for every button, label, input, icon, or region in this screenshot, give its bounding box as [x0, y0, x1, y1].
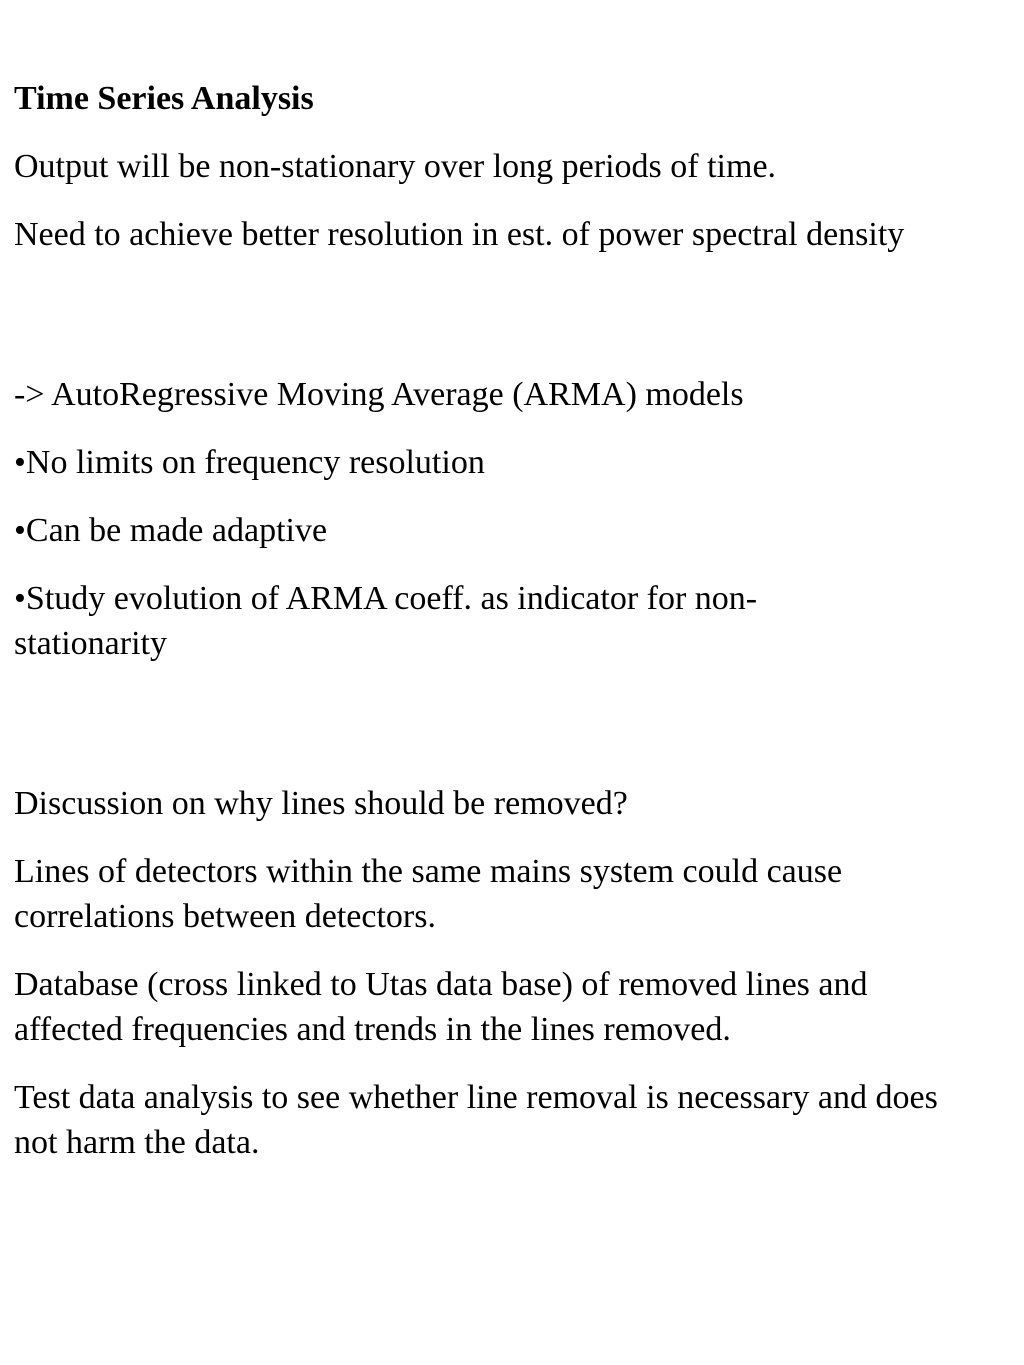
discussion-question: Discussion on why lines should be removed?: [14, 785, 628, 822]
discussion-line-3: Database (cross linked to Utas data base) of removed lines and affected frequencies and trends in the lines removed.: [14, 966, 868, 1048]
arma-bullet-1: •No limits on frequency resolution: [14, 444, 485, 481]
slide-content: [14, 78, 1014, 1188]
intro-line-1: Output will be non-stationary over long periods of time.: [14, 148, 777, 185]
intro-section: [14, 144, 1014, 257]
section-spacer-1: [14, 280, 1014, 372]
arma-bullet-2: •Can be made adaptive: [14, 512, 328, 549]
arma-heading: -> AutoRegressive Moving Average (ARMA) models: [14, 376, 744, 413]
arma-section: [14, 372, 1014, 666]
slide-title: Time Series Analysis: [14, 80, 314, 117]
arma-bullet-3: •Study evolution of ARMA coeff. as indicator for non-stationarity: [14, 580, 758, 662]
discussion-line-4: Test data analysis to see whether line removal is necessary and does not harm the data.: [14, 1079, 938, 1161]
intro-line-2: Need to achieve better resolution in est. of power spectral density: [14, 216, 905, 253]
section-spacer-2: [14, 689, 1014, 781]
discussion-section: [14, 781, 1014, 1165]
discussion-line-2: Lines of detectors within the same mains system could cause correlations between detectors.: [14, 853, 843, 935]
